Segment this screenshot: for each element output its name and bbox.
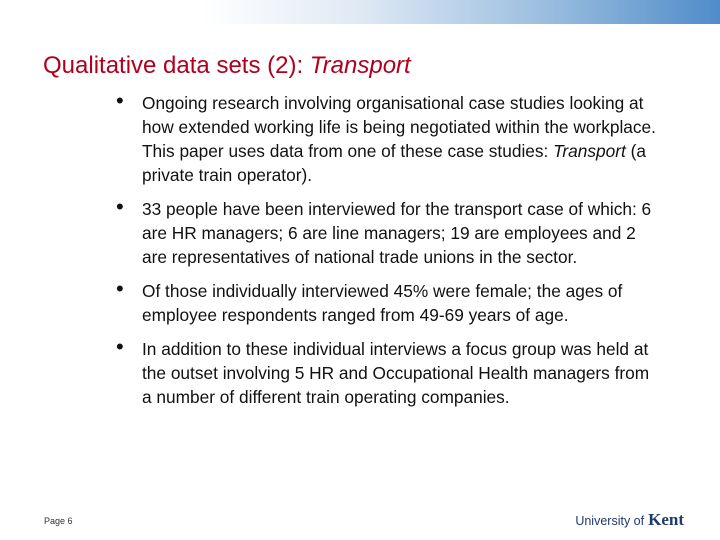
bullet-item bbox=[116, 276, 656, 327]
bullet-text: 33 people have been interviewed for the transport case of which: 6 are HR managers; 6 are line managers; 19 are employees and 2 are representatives of national trade unions in the sector. bbox=[142, 199, 652, 267]
bullet-text bbox=[142, 91, 656, 187]
bullet-text-emphasis: Transport bbox=[553, 141, 626, 161]
slide-title bbox=[43, 52, 411, 80]
header-gradient-bar bbox=[0, 0, 720, 24]
bullet-item bbox=[116, 334, 656, 409]
bullet-text: Of those individually interviewed 45% were female; the ages of employee respondents ranged from 49-69 years of age. bbox=[142, 281, 623, 325]
bullet-dot-icon: • bbox=[116, 334, 124, 359]
bullet-dot-icon: • bbox=[116, 194, 124, 219]
bullet-text-part: Ongoing research involving organisational case studies looking at how extended working life is being negotiated within the workplace. This paper uses data from one of these case studies: bbox=[142, 93, 656, 161]
logo-name: Kent bbox=[648, 510, 684, 529]
slide-title-emphasis: Transport bbox=[309, 52, 411, 79]
university-logo bbox=[575, 510, 684, 530]
bullet-dot-icon: • bbox=[116, 276, 124, 301]
bullet-text: In addition to these individual interviews a focus group was held at the outset involving 5 HR and Occupational Health managers from a number of different train operating companies. bbox=[142, 339, 650, 407]
bullet-text-part: (a private train operator). bbox=[142, 141, 646, 185]
bullet-dot-icon: • bbox=[116, 88, 124, 113]
logo-prefix: University of bbox=[575, 514, 645, 528]
bullet-item bbox=[116, 88, 656, 187]
page-number: Page 6 bbox=[44, 516, 73, 526]
slide-title-main: Qualitative data sets (2): bbox=[43, 52, 310, 79]
bullet-item bbox=[116, 194, 656, 269]
bullet-list bbox=[116, 88, 656, 419]
